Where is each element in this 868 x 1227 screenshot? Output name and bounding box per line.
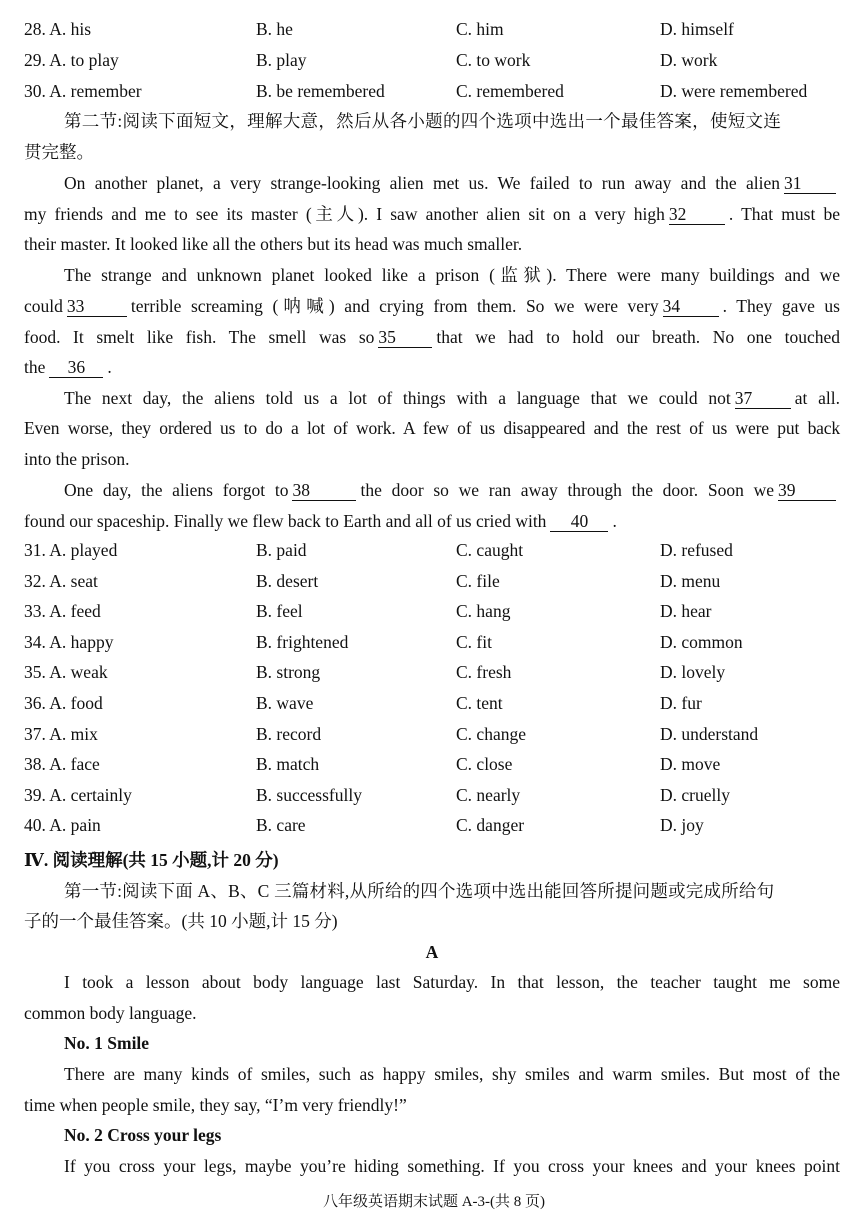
passage-line (24, 291, 840, 322)
option-row-32 (0, 569, 868, 593)
blank-36: 36 (49, 357, 103, 378)
option-c: C. fit (456, 631, 492, 652)
passage-label: A (425, 942, 439, 962)
passage-text: at all. (794, 388, 840, 408)
option-d: D. were remembered (660, 81, 808, 101)
passage-text: . They gave us (722, 296, 840, 316)
passage-line (24, 475, 840, 506)
option-a: 32. A. seat (24, 570, 98, 591)
passage-line (24, 1151, 840, 1182)
option-row-34 (0, 630, 868, 654)
instruction-text: 第二节:阅读下面短文，理解大意，然后从各小题的四个选项中选出一个最佳答案，使短文连 (64, 111, 782, 131)
passage-line (24, 322, 840, 353)
section2-instruction (24, 106, 840, 136)
option-d: D. work (660, 50, 718, 70)
blank-32: 32 (669, 204, 725, 225)
option-row-31 (0, 538, 868, 562)
option-a: 28. A. his (24, 19, 92, 39)
option-b: B. record (256, 723, 322, 744)
subheading-smile (24, 1028, 840, 1058)
option-row-40 (0, 813, 868, 837)
option-c: C. fresh (456, 662, 512, 683)
option-row-29 (0, 48, 868, 72)
passage-text: I took a lesson about body language last Saturday. In that lesson, the teacher taught me some (64, 972, 840, 992)
option-b: B. care (256, 815, 306, 836)
option-c: C. change (456, 723, 526, 744)
passage-text: their master. It looked like all the others but its head was much smaller. (24, 234, 523, 254)
passage-text: found our spaceship. Finally we flew back to Earth and all of us cried with (24, 511, 547, 531)
option-d: D. refused (660, 540, 733, 560)
option-a: 36. A. food (24, 693, 103, 713)
passage-text: The next day, the aliens told us a lot of things with a language that we could not (64, 388, 731, 408)
option-b: B. successfully (256, 784, 362, 805)
option-b: B. feel (256, 601, 303, 622)
instruction-text: 子的一个最佳答案。(共 10 小题,计 15 分) (24, 911, 338, 931)
option-a: 30. A. remember (24, 81, 142, 101)
passage-text: Even worse, they ordered us to do a lot of work. A few of us disappeared and the rest of us were put back (24, 418, 840, 438)
option-d: D. hear (660, 601, 712, 622)
section4-instruction (24, 876, 840, 906)
option-d: D. himself (660, 19, 734, 39)
section2-instruction-cont (24, 137, 840, 167)
option-b: B. strong (256, 662, 321, 683)
option-d: D. joy (660, 815, 704, 836)
option-b: B. wave (256, 693, 314, 713)
blank-34: 34 (663, 296, 719, 317)
option-a: 37. A. mix (24, 723, 98, 744)
blank-35: 35 (378, 327, 432, 348)
option-b: B. paid (256, 540, 307, 560)
subheading-legs (24, 1120, 840, 1150)
passage-line (24, 1090, 840, 1121)
option-c: C. nearly (456, 784, 521, 805)
passage-line (24, 1059, 840, 1090)
instruction-text: 贯完整。 (24, 142, 94, 162)
passage-line (24, 967, 840, 998)
option-c: C. remembered (456, 81, 564, 101)
option-d: D. common (660, 631, 743, 652)
page-footer: 八年级英语期末试题 A-3-(共 8 页) (322, 1194, 546, 1210)
option-d: D. menu (660, 570, 721, 591)
option-row-28 (0, 17, 868, 41)
passage-text: . (107, 357, 112, 377)
option-row-37 (0, 722, 868, 746)
passage-line (24, 168, 840, 199)
blank-37: 37 (735, 388, 791, 409)
passage-text: time when people smile, they say, “I’m very friendly!” (24, 1095, 407, 1115)
instruction-text: 第一节:阅读下面 A、B、C 三篇材料,从所给的四个选项中选出能回答所提问题或完成所给句 (64, 881, 775, 901)
option-row-33 (0, 599, 868, 623)
passage-text: the door so we ran away through the door. Soon we (360, 480, 774, 500)
option-a: 35. A. weak (24, 662, 108, 683)
option-a: 38. A. face (24, 754, 100, 775)
option-c: C. danger (456, 815, 525, 836)
section-title: Ⅳ. 阅读理解(共 15 小题,计 20 分) (24, 850, 279, 870)
option-d: D. fur (660, 693, 702, 713)
passage-text: my friends and me to see its master (主人). I saw another alien sit on a very high (24, 204, 665, 224)
blank-39: 39 (778, 480, 836, 501)
section4-instruction-cont (24, 906, 840, 936)
passage-line (24, 352, 840, 383)
passage-text: could (24, 296, 63, 316)
passage-text: On another planet, a very strange-looking alien met us. We failed to run away and the alien (64, 173, 780, 193)
passage-line (24, 444, 840, 475)
passage-text: into the prison. (24, 449, 130, 469)
passage-text: There are many kinds of smiles, such as happy smiles, shy smiles and warm smiles. But most of the (64, 1064, 840, 1084)
option-a: 40. A. pain (24, 815, 101, 836)
option-row-36 (0, 691, 868, 715)
option-c: C. hang (456, 601, 511, 622)
option-d: D. move (660, 754, 721, 775)
option-a: 33. A. feed (24, 601, 101, 622)
option-a: 39. A. certainly (24, 784, 132, 805)
blank-31: 31 (784, 173, 836, 194)
option-row-38 (0, 752, 868, 776)
option-b: B. match (256, 754, 320, 775)
passage-line (24, 413, 840, 444)
passage-text: the (24, 357, 46, 377)
passage-text: One day, the aliens forgot to (64, 480, 289, 500)
option-b: B. be remembered (256, 81, 385, 101)
passage-line (24, 260, 840, 291)
option-b: B. he (256, 19, 293, 39)
option-d: D. cruelly (660, 784, 730, 805)
subheading-text: No. 2 Cross your legs (64, 1125, 222, 1145)
passage-text: . That must be (728, 204, 840, 224)
option-row-39 (0, 783, 868, 807)
blank-40: 40 (550, 511, 608, 532)
option-c: C. file (456, 570, 500, 591)
option-c: C. close (456, 754, 513, 775)
passage-text: that we had to hold our breath. No one touched (436, 327, 840, 347)
section4-title (24, 845, 840, 875)
passage-line (24, 506, 840, 537)
option-c: C. tent (456, 693, 503, 713)
option-b: B. play (256, 50, 307, 70)
option-d: D. understand (660, 723, 759, 744)
option-c: C. him (456, 19, 504, 39)
passage-text: food. It smelt like fish. The smell was so (24, 327, 375, 347)
passage-text: common body language. (24, 1003, 197, 1023)
option-a: 29. A. to play (24, 50, 119, 70)
option-row-30 (0, 79, 868, 103)
option-b: B. desert (256, 570, 319, 591)
blank-38: 38 (292, 480, 356, 501)
passage-line (24, 998, 840, 1029)
passage-line (24, 383, 840, 414)
passage-line (24, 229, 840, 260)
passage-text: terrible screaming (呐喊) and crying from them. So we were very (130, 296, 659, 316)
option-a: 34. A. happy (24, 631, 114, 652)
option-c: C. caught (456, 540, 524, 560)
passage-text: . (612, 511, 617, 531)
option-c: C. to work (456, 50, 531, 70)
blank-33: 33 (67, 296, 127, 317)
passage-line (24, 199, 840, 230)
option-b: B. frightened (256, 631, 349, 652)
passage-text: If you cross your legs, maybe you’re hiding something. If you cross your knees and your knees point (64, 1156, 840, 1176)
option-row-35 (0, 660, 868, 684)
option-a: 31. A. played (24, 540, 118, 560)
option-d: D. lovely (660, 662, 726, 683)
passage-text: The strange and unknown planet looked like a prison (监狱). There were many buildings and we (64, 265, 840, 285)
subheading-text: No. 1 Smile (64, 1033, 150, 1053)
